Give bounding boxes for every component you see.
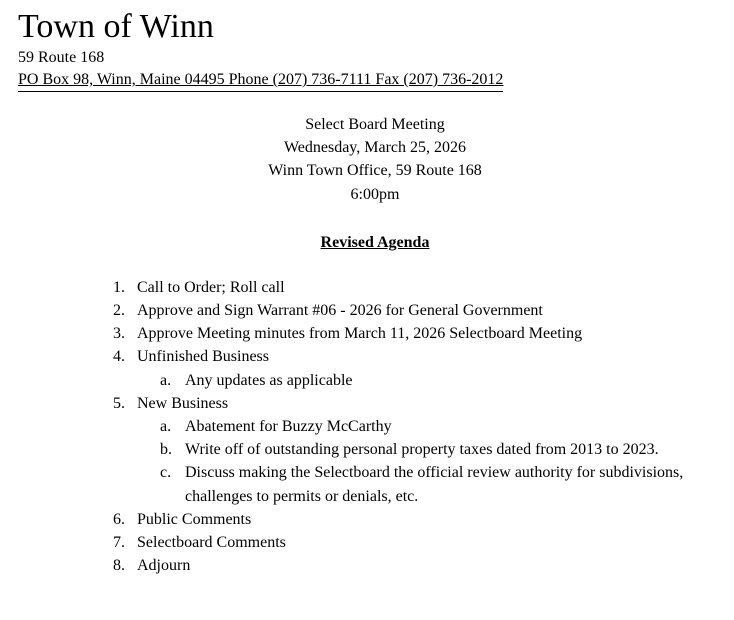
agenda-subitem-letter: a. (160, 418, 172, 436)
address-line-2-wrap (18, 69, 734, 92)
agenda-subitem-text: Any updates as applicable (185, 371, 353, 389)
agenda-subitem-text: Write off of outstanding personal property taxes dated from 2013 to 2023. (185, 441, 659, 459)
agenda-item-number: 3. (113, 325, 125, 343)
agenda-item (113, 322, 701, 345)
agenda-item-number: 6. (113, 510, 125, 528)
meeting-time: 6:00pm (350, 185, 400, 203)
agenda-subitem-letter: c. (160, 464, 172, 482)
address-line-1: 59 Route 168 (18, 49, 105, 66)
agenda-item (113, 531, 701, 554)
agenda-item-text: Call to Order; Roll call (137, 278, 285, 296)
agenda-item-number: 1. (113, 278, 125, 296)
agenda-subitem (113, 438, 701, 461)
agenda-item (113, 392, 701, 415)
agenda-item-number: 5. (113, 394, 125, 412)
agenda-item-number: 7. (113, 534, 125, 552)
agenda-subitem-letter: a. (160, 371, 172, 389)
agenda-list (113, 276, 701, 578)
agenda-item-number: 4. (113, 348, 125, 366)
agenda-item-number: 8. (113, 557, 125, 575)
agenda-subitem (113, 415, 701, 438)
agenda-item (113, 345, 701, 368)
agenda-item-text: New Business (137, 394, 229, 412)
meeting-location: Winn Town Office, 59 Route 168 (268, 162, 482, 180)
agenda-subitem-letter: b. (160, 441, 172, 459)
agenda-item-text: Public Comments (137, 510, 252, 528)
agenda-title: Revised Agenda (320, 233, 430, 251)
agenda-subitem (113, 461, 701, 507)
agenda-item-number: 2. (113, 302, 125, 320)
agenda-item-text: Approve Meeting minutes from March 11, 2026 Selectboard Meeting (137, 325, 583, 343)
agenda-item-text: Approve and Sign Warrant #06 - 2026 for General Government (137, 302, 543, 320)
agenda-item-text: Adjourn (137, 557, 191, 575)
agenda-item (113, 299, 701, 322)
meeting-info-block (16, 113, 734, 206)
meeting-date: Wednesday, March 25, 2026 (283, 139, 467, 157)
agenda-subitem-text: Abatement for Buzzy McCarthy (185, 418, 392, 436)
agenda-subitem-text: Discuss making the Selectboard the official review authority for subdivisions, challenges to permits or denials, etc. (185, 464, 684, 505)
meeting-name: Select Board Meeting (305, 116, 445, 133)
agenda-subitem (113, 369, 701, 392)
agenda-item-text: Unfinished Business (137, 348, 269, 366)
document-header (0, 0, 734, 92)
agenda-item (113, 554, 701, 577)
agenda-item-text: Selectboard Comments (137, 534, 286, 552)
agenda-item (113, 276, 701, 299)
agenda-item (113, 508, 701, 531)
address-line-2: PO Box 98, Winn, Maine 04495 Phone (207) 736-7111 Fax (207) 736-2012 (18, 69, 503, 92)
page-title: Town of Winn (18, 8, 214, 45)
